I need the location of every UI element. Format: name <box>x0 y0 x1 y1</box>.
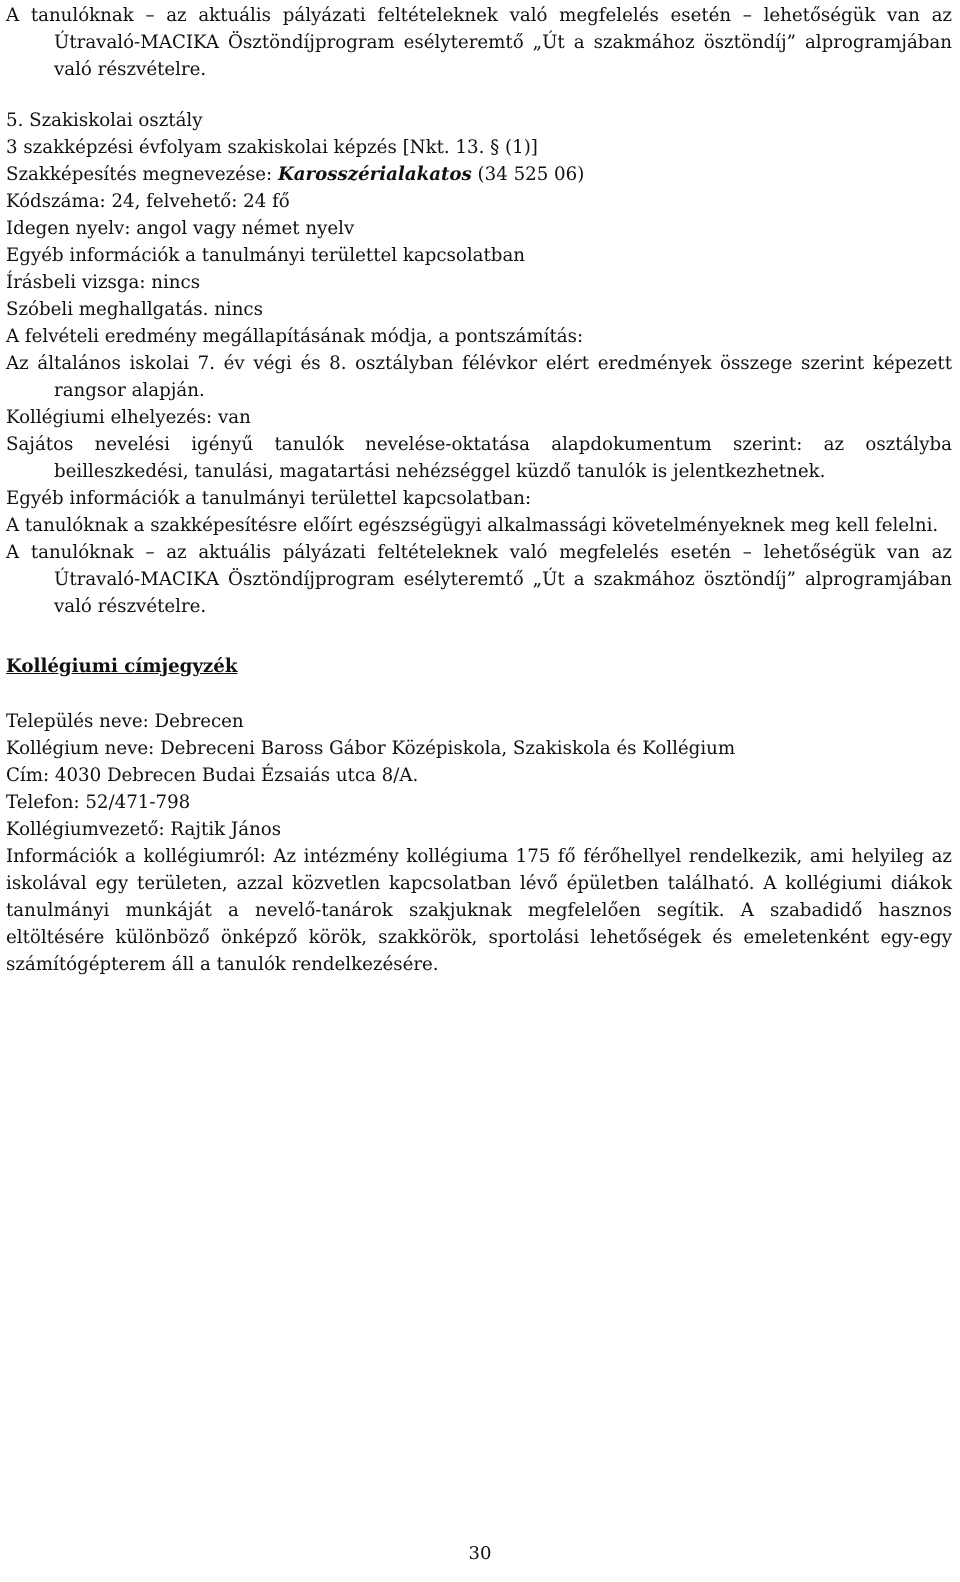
dormitory-line: Kollégiumi elhelyezés: van <box>6 407 251 428</box>
directory-college-name: Kollégium neve: Debreceni Baross Gábor Középiskola, Szakiskola és Kollégium <box>6 738 736 759</box>
code-line: Kódszáma: 24, felvehető: 24 fő <box>6 191 290 212</box>
page-number: 30 <box>468 1543 492 1564</box>
health-requirement-paragraph: A tanulóknak a szakképesítésre előírt egészségügyi alkalmassági követelményeknek meg kell felelni. <box>6 515 939 536</box>
other-info-header-2: Egyéb információk a tanulmányi területtel kapcsolatban: <box>6 488 532 509</box>
directory-town: Település neve: Debrecen <box>6 711 244 732</box>
directory-address: Cím: 4030 Debrecen Budai Ézsaiás utca 8/A. <box>6 765 419 786</box>
directory-phone: Telefon: 52/471-798 <box>6 792 191 813</box>
language-line: Idegen nyelv: angol vagy német nyelv <box>6 218 355 239</box>
training-line: 3 szakképzési évfolyam szakiskolai képzés [Nkt. 13. § (1)] <box>6 137 538 158</box>
spacer <box>6 620 952 653</box>
spacer <box>6 83 952 107</box>
written-exam-line: Írásbeli vizsga: nincs <box>6 272 201 293</box>
scoring-header: A felvételi eredmény megállapításának módja, a pontszámítás: <box>6 326 584 347</box>
oral-exam-line: Szóbeli meghallgatás. nincs <box>6 299 263 320</box>
directory-info-paragraph: Információk a kollégiumról: Az intézmény kollégiuma 175 fő férőhellyel rendelkezik, ami helyileg az iskolával egy területen, azzal közvetlen kapcsolatban lévő épületben található. A kollégiumi diákok tanulmányi munkáját a nevelő-tanárok szakjuknak megfelelően segítik. A szabadidő hasznos eltöltésére különböző önképző körök, szakkörök, sportolási lehetőségek és emeletenként egy-egy számítógépterem áll a tanulók rendelkezésére. <box>6 846 952 975</box>
special-needs-paragraph: Sajátos nevelési igényű tanulók nevelése-oktatása alapdokumentum szerint: az osztályba beilleszkedési, tanulási, magatartási nehézséggel küzdő tanulók is jelentkezhetnek. <box>6 434 952 482</box>
qualification-prefix: Szakképesítés megnevezése: <box>6 164 278 185</box>
qualification-code: (34 525 06) <box>471 164 585 185</box>
other-info-header: Egyéb információk a tanulmányi területtel kapcsolatban <box>6 245 526 266</box>
section-title: 5. Szakiskolai osztály <box>6 110 203 131</box>
directory-heading: Kollégiumi címjegyzék <box>6 656 238 677</box>
qualification-name: Karosszérialakatos <box>277 164 472 185</box>
spacer <box>6 680 952 708</box>
document-page <box>6 2 952 978</box>
section-scholarship-paragraph: A tanulóknak – az aktuális pályázati feltételeknek való megfelelés esetén – lehetőségük van az Útravaló-MACIKA Ösztöndíjprogram esélyteremtő „Út a szakmához ösztöndíj” alprogramjában való részvételre. <box>6 542 952 617</box>
directory-director: Kollégiumvezető: Rajtik János <box>6 819 282 840</box>
intro-scholarship-paragraph: A tanulóknak – az aktuális pályázati feltételeknek való megfelelés esetén – lehetőségük van az Útravaló-MACIKA Ösztöndíjprogram esélyteremtő „Út a szakmához ösztöndíj” alprogramjában való részvételre. <box>6 5 952 80</box>
scoring-paragraph: Az általános iskolai 7. év végi és 8. osztályban félévkor elért eredmények összege szerint képezett rangsor alapján. <box>6 353 952 401</box>
qualification-line <box>6 161 952 188</box>
